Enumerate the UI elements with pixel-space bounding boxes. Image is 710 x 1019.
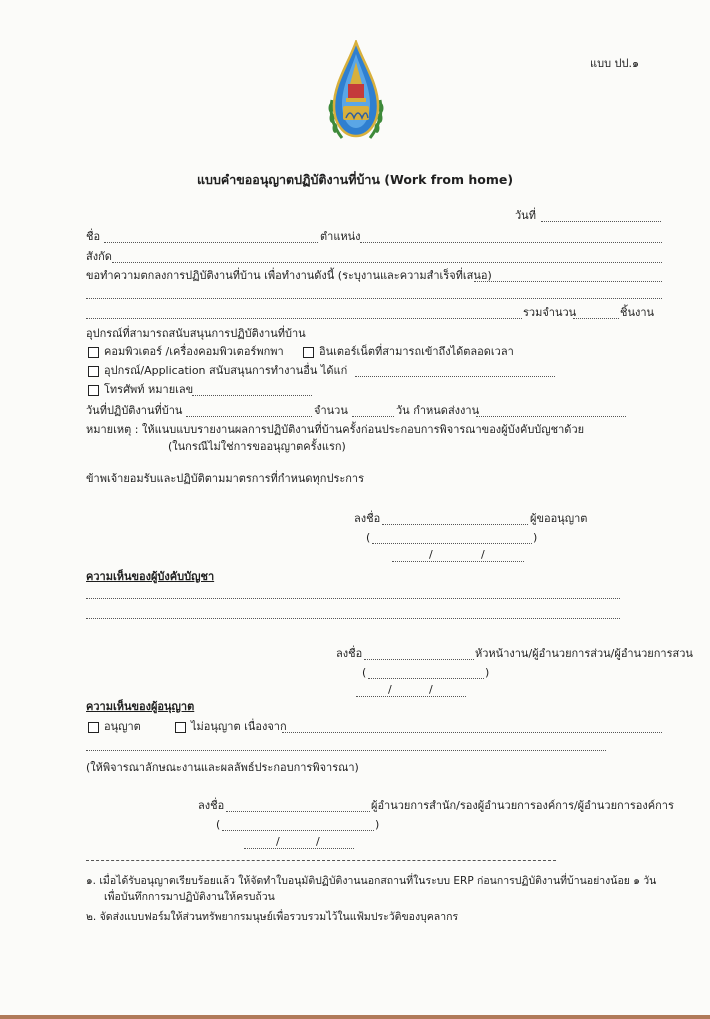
requester-date-field[interactable] [392,561,524,562]
date-label: วันที่ [515,209,536,222]
director-name-field[interactable] [222,830,374,831]
name-field[interactable] [104,242,318,243]
footnote-1-cont: เพื่อบันทึกการมาปฏิบัติงานให้ครบถ้วน [104,891,275,903]
supervisor-sign-label: ลงชื่อ [336,647,363,660]
computer-checkbox[interactable] [88,347,99,358]
accept-text: ข้าพเจ้ายอมรับและปฏิบัติตามมาตรการที่กำหนดทุกประการ [86,472,365,485]
form-title: แบบคำขออนุญาตปฏิบัติงานที่บ้าน (Work from home) [196,172,514,187]
footnote-2: ๒. จัดส่งแบบฟอร์มให้ส่วนทรัพยากรมนุษย์เพื่อรวบรวมไว้ในแฟ้มประวัติของบุคลากร [86,911,459,923]
day-due-label: วัน กำหนดส่งงาน [396,404,480,417]
pieces-label: ชิ้นงาน [620,306,655,319]
supervisor-date-field[interactable] [356,696,466,697]
name-label: ชื่อ [86,230,101,243]
director-date-field[interactable] [244,848,354,849]
note-text-2: (ในกรณีไม่ใช่การขออนุญาตครั้งแรก) [168,440,346,453]
affiliation-field[interactable] [112,262,662,263]
date-field[interactable] [541,221,661,222]
supervisor-line-1[interactable] [86,598,620,599]
amount-field[interactable] [352,416,394,417]
footnote-1: ๑. เมื่อได้รับอนุญาตเรียบร้อยแล้ว ให้จัดทำใบอนุมัติปฏิบัติงานนอกสถานที่ในระบบ ERP ก่อนการปฏิบัติงานที่บ้านอย่างน้อย ๑ วัน [86,875,657,887]
disapprove-reason-field[interactable] [282,732,662,733]
affiliation-label: สังกัด [86,250,112,263]
disapprove-checkbox[interactable] [175,722,186,733]
work-date-label: วันที่ปฏิบัติงานที่บ้าน [86,404,183,417]
note-text-1: ให้แนบแบบรายงานผลการปฏิบัติงานที่บ้านครั้งก่อนประกอบการพิจารณาของผู้บังคับบัญชาด้วย [142,423,585,436]
disapprove-label: ไม่อนุญาต เนื่องจาก [191,720,287,733]
approver-line[interactable] [86,750,606,751]
agreement-text: ขอทำความตกลงการปฏิบัติงานที่บ้าน เพื่อทำงานดังนี้ (ระบุงานและความสำเร็จที่เสนอ) [86,269,492,282]
computer-label: คอมพิวเตอร์ /เครื่องคอมพิวเตอร์พกพา [104,345,284,358]
requester-label: ผู้ขออนุญาต [530,512,588,525]
application-checkbox[interactable] [88,366,99,377]
requester-sign-label: ลงชื่อ [354,512,381,525]
agreement-field[interactable] [474,281,662,282]
application-field[interactable] [355,376,555,377]
director-signature-field[interactable] [226,811,370,812]
supervisor-heading: ความเห็นของผู้บังคับบัญชา [86,570,215,583]
amount-label: จำนวน [314,404,348,417]
application-label: อุปกรณ์/Application สนับสนุนการทำงานอื่น ได้แก่ [104,364,348,377]
page-bottom-edge [0,1015,710,1019]
equipment-heading: อุปกรณ์ที่สามารถสนับสนุนการปฏิบัติงานที่บ้าน [86,327,306,340]
due-date-field[interactable] [476,416,626,417]
requester-name-field[interactable] [372,543,532,544]
position-field[interactable] [360,242,662,243]
internet-checkbox[interactable] [303,347,314,358]
director-role: ผู้อำนวยการสำนัก/รองผู้อำนวยการองค์การ/ผู้อำนวยการองค์การ [371,799,674,812]
approve-label: อนุญาต [104,720,141,733]
work-line-2[interactable] [86,318,522,319]
director-sign-label: ลงชื่อ [198,799,225,812]
approve-checkbox[interactable] [88,722,99,733]
note-label: หมายเหตุ : [86,423,139,436]
supervisor-role: หัวหน้างาน/ผู้อำนวยการส่วน/ผู้อำนวยการสวน [475,647,693,660]
requester-signature-field[interactable] [382,524,528,525]
position-label: ตำแหน่ง [320,230,361,243]
phone-checkbox[interactable] [88,385,99,396]
organization-logo [326,40,386,144]
internet-label: อินเตอร์เน็ตที่สามารถเข้าถึงได้ตลอดเวลา [319,345,514,358]
work-date-field[interactable] [186,416,312,417]
total-field[interactable] [573,318,619,319]
work-line-1[interactable] [86,298,662,299]
phone-field[interactable] [192,395,312,396]
form-code: แบบ ปป.๑ [590,57,639,70]
supervisor-signature-field[interactable] [364,659,474,660]
supervisor-line-2[interactable] [86,618,620,619]
footnote-divider [86,860,556,861]
supervisor-name-field[interactable] [368,678,484,679]
approver-heading: ความเห็นของผู้อนุญาต [86,700,195,713]
phone-label: โทรศัพท์ หมายเลข [104,383,194,396]
form-page: แบบ ปป.๑ แบบคำขออนุญาตปฏิบัติงานที่บ้าน (Work from home) วันที่ ชื่อ ตำแหน่ง สังกัด ขอทำความตกลงการปฏิบัติงานที่บ้าน เพื่อทำงานดังนี้ (ระบุงานและความสำเร็จที่เสนอ) รวมจำนวน ชิ้นงาน อุปกรณ์ที่สามารถสนับสนุนการปฏิบัติงานที่บ้าน คอมพิวเตอร์ /เครื่องคอมพิวเตอร์พกพา อินเตอร์เน็ตที่สามารถเข้าถึงได้ตลอดเวลา อุปกรณ์/Application สนับสนุนการทำงานอื่น ได้แก่ โทรศัพท์ หมายเลข วันที่ปฏิบัติงานที่บ้าน จำนวน วัน กำหนดส่งงาน หมายเหตุ : ให้แนบแบบรายงานผลการปฏิบัติงานที่บ้านครั้งก่อนประกอบการพิจารณาของผู้บังคับบัญชาด้วย (ในกรณีไม่ใช่การขออนุญาตครั้งแรก) ข้าพเจ้ายอมรับและปฏิบัติตามมาตรการที่กำหนดทุกประการ ลงชื่อ ผู้ขออนุญาต ( ) / / ความเห็นของผู้บังคับบัญชา ลงชื่อ หัวหน้างาน/ผู้อำนวยการส่วน/ผู้อำนวยการสวน ( ) / / ความเห็นของผู้อนุญาต อนุญาต ไม่อนุญาต เนื่องจาก (ให้พิจารณาลักษณะงานและผลลัพธ์ประกอบการพิจารณา) ลงชื่อ ผู้อำนวยการสำนัก/รองผู้อำนวยการองค์การ/ผู้อำนวยการองค์การ ( ) / / ๑. เมื่อได้รับอนุญาตเรียบร้อยแล้ว ให้จัดทำใบอนุมัติปฏิบัติงานนอกสถานที่ในระบบ ERP ก่อนการปฏิบัติงานที่บ้านอย่างน้อย ๑ วัน เพื่อบันทึกการมาปฏิบัติงานให้ครบถ้วน ๒. จัดส่งแบบฟอร์มให้ส่วนทรัพยากรมนุษย์เพื่อรวบรวมไว้ในแฟ้มประวัติของบุคลากร [0,0,710,1019]
consider-text: (ให้พิจารณาลักษณะงานและผลลัพธ์ประกอบการพิจารณา) [86,761,359,774]
total-label: รวมจำนวน [523,306,577,319]
